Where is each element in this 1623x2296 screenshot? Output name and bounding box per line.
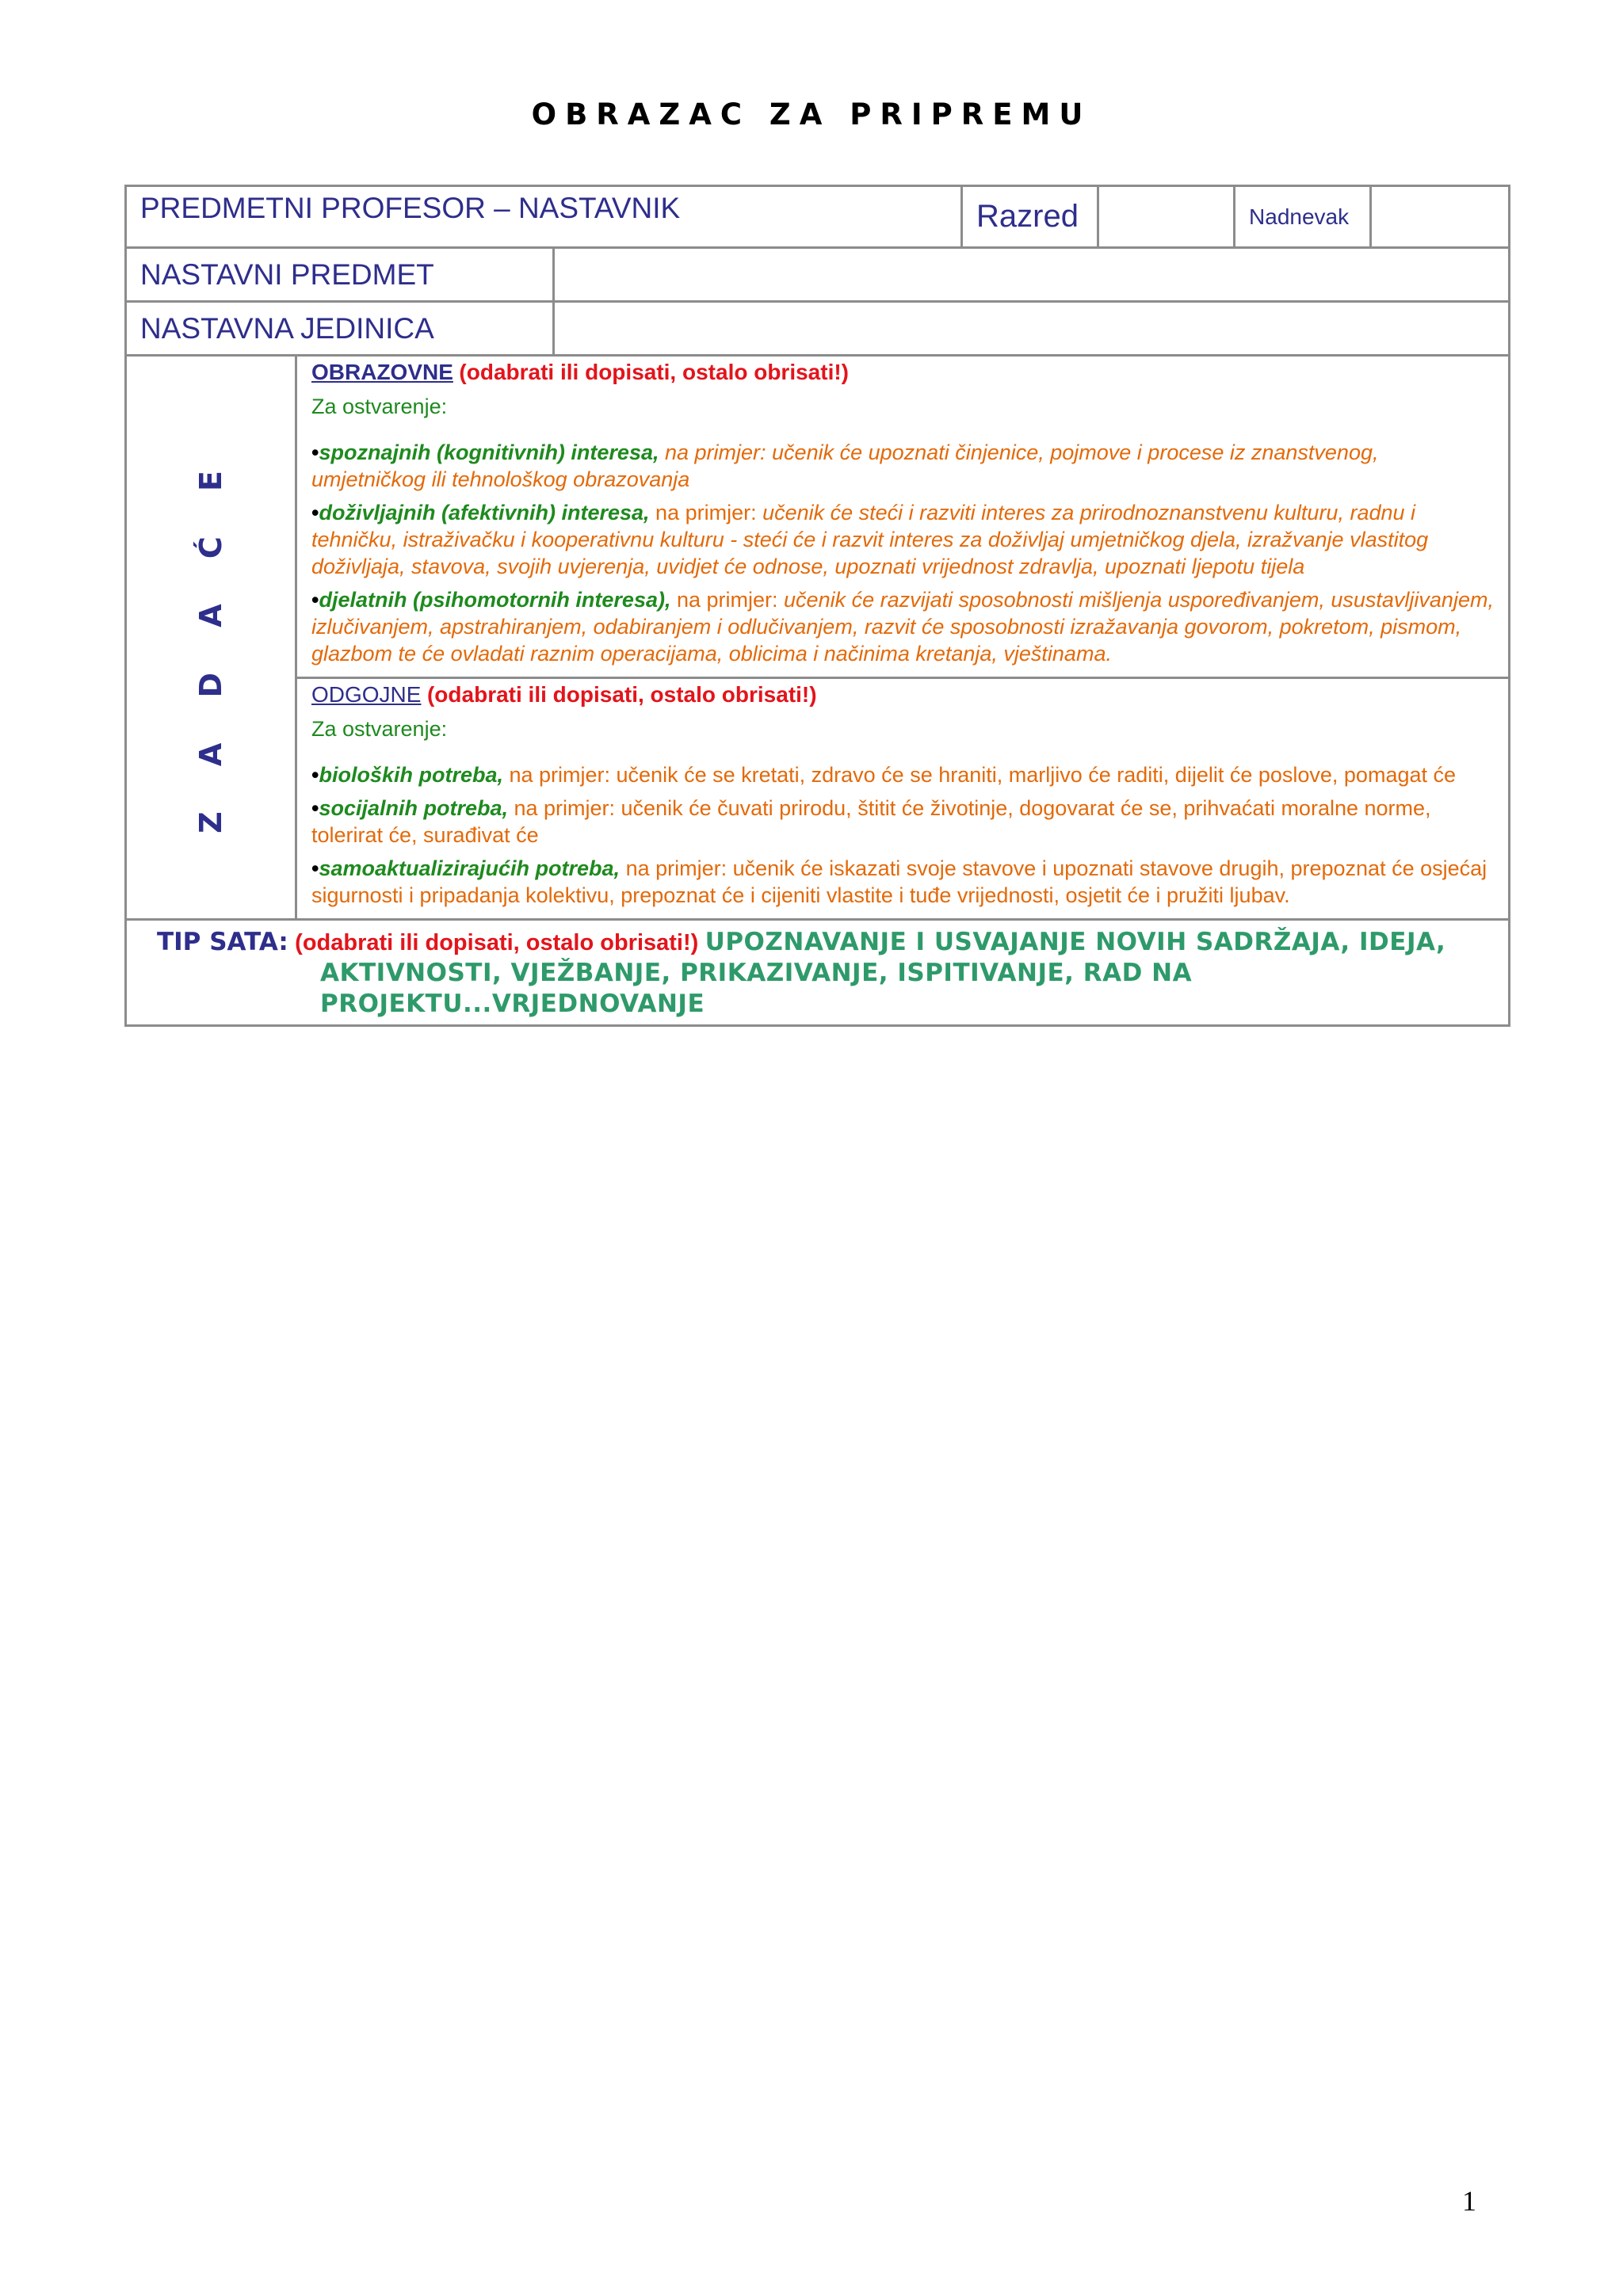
unit-label: NASTAVNA JEDINICA [126, 302, 554, 356]
odgojne-section[interactable] [296, 678, 1510, 920]
list-item [311, 855, 1499, 909]
item-text: na primjer: učenik će čuvati prirodu, štitit će životinje, dogovarat će se, prihvaćati moralne norme, tolerirat će, surađivat će [311, 796, 1431, 847]
item-term: spoznajnih (kognitivnih) interesa, [319, 441, 659, 464]
zadace-cell [126, 356, 296, 920]
odgojne-instruction: (odabrati ili dopisati, ostalo obrisati!) [426, 682, 817, 707]
list-item [311, 761, 1499, 788]
razred-value-cell[interactable] [1098, 186, 1235, 248]
item-text: na primjer: učenik će iskazati svoje stavove i upoznati stavove drugih, prepoznat će osjećaj sigurnosti i pripadanja kolektivu, prepoznat će i cijeniti vlastite i tuđe vrijednosti, osjetit će i pružiti ljubav. [311, 856, 1487, 907]
bullet-icon: • [311, 501, 319, 524]
item-term: socijalnih potreba, [319, 796, 508, 820]
obrazovne-section[interactable] [296, 356, 1510, 678]
unit-value-cell[interactable] [554, 302, 1510, 356]
nadnevak-value-cell[interactable] [1371, 186, 1510, 248]
item-term: doživljajnih (afektivnih) interesa, [319, 501, 650, 524]
tip-sata-cell[interactable] [126, 920, 1510, 1026]
nadnevak-label: Nadnevak [1235, 186, 1371, 248]
item-term: samoaktualizirajućih potreba, [319, 856, 621, 880]
bullet-icon: • [311, 441, 319, 464]
bullet-icon: • [311, 588, 319, 612]
item-intro: na primjer: [649, 501, 757, 524]
odgojne-za-ostvarenje: Za ostvarenje: [311, 717, 448, 741]
teacher-label: PREDMETNI PROFESOR – NASTAVNIK [126, 186, 962, 248]
zadace-label: Z A D A Ć E [193, 453, 228, 833]
tip-sata-options-line2: AKTIVNOSTI, VJEŽBANJE, PRIKAZIVANJE, ISPITIVANJE, RAD NA PROJEKTU...VRJEDNOVANJE [320, 959, 1193, 1018]
subject-value-cell[interactable] [554, 248, 1510, 302]
obrazovne-za-ostvarenje: Za ostvarenje: [311, 395, 448, 418]
item-text: učenik će steći i razviti interes za prirodnoznanstvenu kulturu, radnu i tehničku, istraživačku i kooperativnu kulturu - steći će i razvit interes za doživljaj umjetničkog djela, izražvanje vlastitog doživljaja, stavova, svojih uvjerenja, uvidjet će odnose, upoznati vrijednost zdravlja, upoznati ljepotu tijela [311, 501, 1429, 578]
list-item [311, 586, 1499, 667]
odgojne-heading: ODGOJNE [311, 682, 422, 707]
page-title: OBRAZAC ZA PRIPREMU [531, 97, 1092, 132]
razred-label: Razred [962, 186, 1098, 248]
bullet-icon: • [311, 856, 319, 880]
item-term: djelatnih (psihomotornih interesa), [319, 588, 671, 612]
bullet-icon: • [311, 796, 319, 820]
tip-sata-label: TIP SATA: [157, 928, 288, 956]
obrazovne-instruction: (odabrati ili dopisati, ostalo obrisati!) [459, 360, 850, 384]
list-item [311, 439, 1499, 493]
bullet-icon: • [311, 763, 319, 787]
list-item [311, 499, 1499, 580]
page-number: 1 [1462, 2185, 1476, 2217]
obrazovne-heading: OBRAZOVNE [311, 360, 453, 384]
item-intro: na primjer: [670, 588, 778, 612]
item-term: bioloških potreba, [319, 763, 503, 787]
tip-sata-options-line1: UPOZNAVANJE I USVAJANJE NOVIH SADRŽAJA, IDEJA, [705, 928, 1446, 956]
subject-label: NASTAVNI PREDMET [126, 248, 554, 302]
item-text: na primjer: učenik će se kretati, zdravo će se hraniti, marljivo će raditi, dijelit će poslove, pomagat će [502, 763, 1457, 787]
tip-sata-instruction: (odabrati ili dopisati, ostalo obrisati!) [295, 930, 699, 955]
list-item [311, 795, 1499, 849]
item-text: na primjer: učenik će upoznati činjenice, pojmove i procese iz znanstvenog, umjetničkog ili tehnološkog obrazovanja [311, 441, 1379, 491]
preparation-form-table [124, 185, 1510, 1027]
item-text: učenik će razvijati sposobnosti mišljenja uspoređivanjem, usustavljivanjem, izlučivanjem, apstrahiranjem, odabiranjem i odlučivanjem, razvit će sposobnosti izražavanja govorom, pokretom, pismom, glazbom te će ovladati raznim operacijama, oblicima i načinima kretanja, vještinama. [311, 588, 1494, 666]
